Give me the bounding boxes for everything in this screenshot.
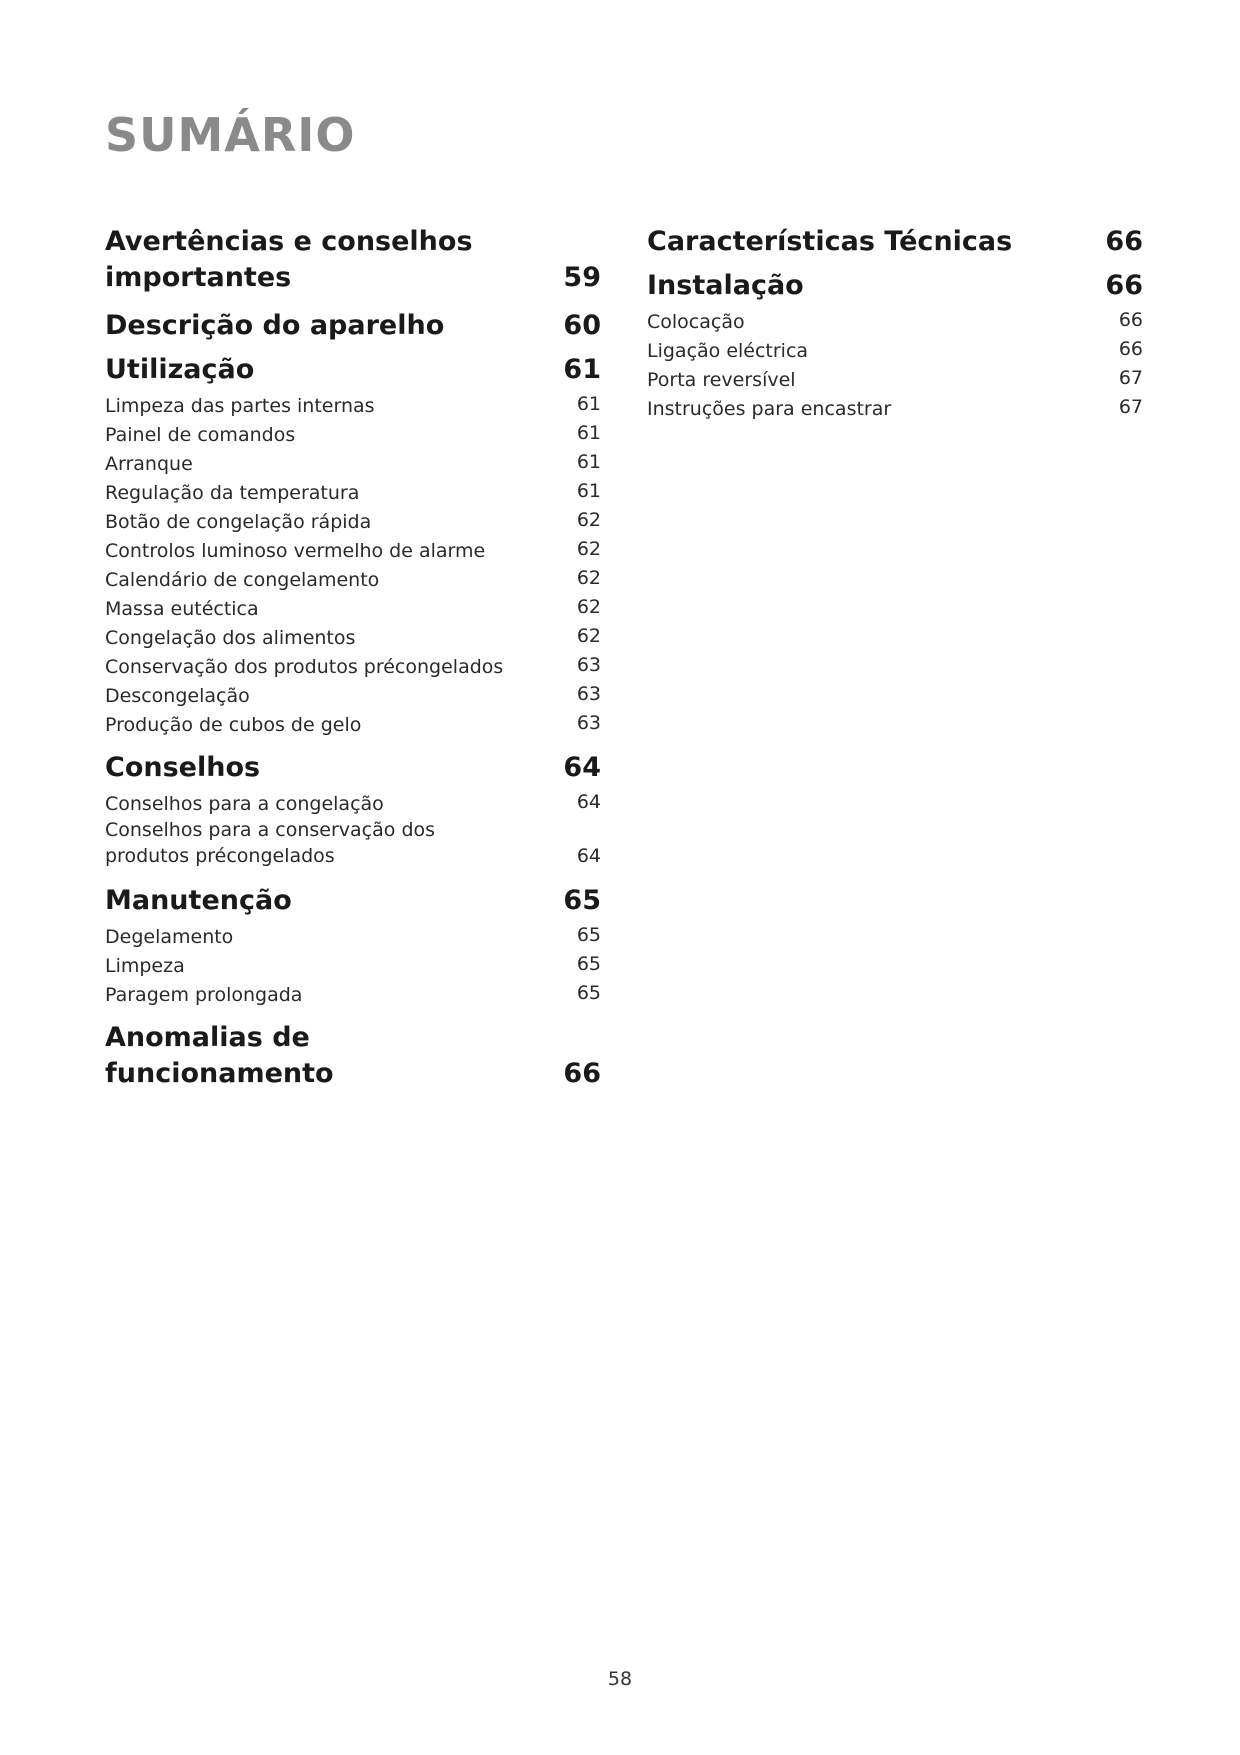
toc-heading-page: 66	[1105, 270, 1143, 301]
toc-item[interactable]	[105, 950, 601, 979]
toc-heading[interactable]	[105, 750, 601, 786]
toc-item-page: 66	[1118, 309, 1143, 331]
toc-item-label: Porta reversível	[647, 369, 796, 391]
toc-item[interactable]	[105, 419, 601, 448]
toc-item-page: 63	[576, 683, 601, 705]
toc-item-page: 65	[576, 982, 601, 1004]
toc-item[interactable]	[105, 979, 601, 1008]
toc-item[interactable]	[647, 393, 1143, 422]
toc-heading-label: Características Técnicas	[647, 226, 1013, 257]
toc-item[interactable]	[105, 506, 601, 535]
toc-item-label: Limpeza das partes internas	[105, 395, 375, 417]
toc-item-label: Calendário de congelamento	[105, 569, 380, 591]
toc-heading-page: 59	[563, 262, 601, 293]
toc-left-column	[105, 224, 601, 1092]
toc-item-page: 62	[576, 596, 601, 618]
toc-heading-label: Utilização	[105, 354, 255, 385]
toc-section-utilizacao	[105, 352, 601, 738]
toc-item-page: 61	[576, 480, 601, 502]
toc-item[interactable]	[647, 364, 1143, 393]
toc-section-avertencias	[105, 224, 601, 296]
toc-item[interactable]	[105, 680, 601, 709]
toc-item[interactable]	[105, 477, 601, 506]
toc-item-page: 64	[576, 845, 601, 867]
toc-heading-label: Anomalias de funcionamento	[105, 1022, 334, 1089]
toc-item-label: Conservação dos produtos précongelados	[105, 656, 504, 678]
toc-heading-page: 65	[563, 885, 601, 916]
toc-heading-label: Instalação	[647, 270, 804, 301]
toc-item[interactable]	[105, 593, 601, 622]
toc-item-label: Ligação eléctrica	[647, 340, 809, 362]
toc-item[interactable]	[105, 921, 601, 950]
toc-item-label: Regulação da temperatura	[105, 482, 360, 504]
page-title: SUMÁRIO	[105, 108, 356, 162]
toc-heading-page: 60	[563, 310, 601, 341]
toc-item-label: Controlos luminoso vermelho de alarme	[105, 540, 486, 562]
toc-item-label: Limpeza	[105, 955, 185, 977]
toc-item-page: 66	[1118, 338, 1143, 360]
toc-item[interactable]	[647, 306, 1143, 335]
toc-item-page: 61	[576, 393, 601, 415]
toc-item-page: 62	[576, 538, 601, 560]
toc-item-list	[105, 921, 601, 1008]
toc-item-label: Degelamento	[105, 926, 234, 948]
toc-heading[interactable]	[105, 883, 601, 919]
toc-item-page: 61	[576, 451, 601, 473]
toc-item-label: Massa eutéctica	[105, 598, 259, 620]
toc-heading[interactable]	[647, 268, 1143, 304]
toc-item-page: 63	[576, 712, 601, 734]
toc-heading-label: Avertências e conselhos importantes	[105, 226, 473, 293]
toc-item-label: Paragem prolongada	[105, 984, 303, 1006]
toc-item-label: Arranque	[105, 453, 193, 475]
toc-item-page: 62	[576, 509, 601, 531]
toc-item-label: Instruções para encastrar	[647, 398, 892, 420]
toc-item-label: Painel de comandos	[105, 424, 296, 446]
toc-item[interactable]	[105, 622, 601, 651]
toc-item-page: 63	[576, 654, 601, 676]
toc-right-column	[647, 224, 1143, 422]
toc-heading[interactable]	[105, 308, 601, 344]
toc-heading[interactable]	[105, 1020, 601, 1092]
toc-item[interactable]	[105, 709, 601, 738]
toc-item-page: 65	[576, 953, 601, 975]
toc-section-caracteristicas	[647, 224, 1143, 260]
toc-section-manutencao	[105, 883, 601, 1008]
toc-item-list	[105, 390, 601, 738]
toc-item[interactable]	[105, 564, 601, 593]
toc-item[interactable]	[105, 448, 601, 477]
toc-section-anomalias	[105, 1020, 601, 1092]
toc-item[interactable]	[105, 390, 601, 419]
toc-heading[interactable]	[647, 224, 1143, 260]
toc-section-descricao	[105, 308, 601, 344]
toc-item-label: Congelação dos alimentos	[105, 627, 356, 649]
toc-item-label: Descongelação	[105, 685, 250, 707]
toc-section-conselhos	[105, 750, 601, 871]
toc-item-page: 64	[576, 791, 601, 813]
toc-item[interactable]	[105, 788, 601, 817]
toc-item-page: 62	[576, 567, 601, 589]
toc-item[interactable]	[105, 651, 601, 680]
toc-item-list	[105, 788, 601, 871]
toc-item[interactable]	[105, 535, 601, 564]
toc-heading-page: 61	[563, 354, 601, 385]
toc-section-instalacao	[647, 268, 1143, 422]
toc-item-page: 61	[576, 422, 601, 444]
toc-item-label: Conselhos para a congelação	[105, 793, 384, 815]
toc-item[interactable]	[647, 335, 1143, 364]
toc-heading[interactable]	[105, 352, 601, 388]
toc-heading-page: 64	[563, 752, 601, 783]
toc-heading-label: Manutenção	[105, 885, 292, 916]
toc-item-page: 62	[576, 625, 601, 647]
toc-item-label: Colocação	[647, 311, 745, 333]
toc-item-label: Produção de cubos de gelo	[105, 714, 362, 736]
toc-heading-page: 66	[1105, 226, 1143, 257]
toc-heading-page: 66	[563, 1058, 601, 1089]
toc-heading-label: Conselhos	[105, 752, 261, 783]
toc-heading-label: Descrição do aparelho	[105, 310, 445, 341]
toc-heading[interactable]	[105, 224, 601, 296]
toc-item-label: Conselhos para a conservação dos produtos précongelados	[105, 819, 436, 867]
page-number: 58	[607, 1668, 633, 1690]
toc-item-list	[647, 306, 1143, 422]
toc-item-page: 65	[576, 924, 601, 946]
toc-item-page: 67	[1118, 367, 1143, 389]
toc-item[interactable]	[105, 817, 601, 871]
toc-item-label: Botão de congelação rápida	[105, 511, 372, 533]
toc-item-page: 67	[1118, 396, 1143, 418]
